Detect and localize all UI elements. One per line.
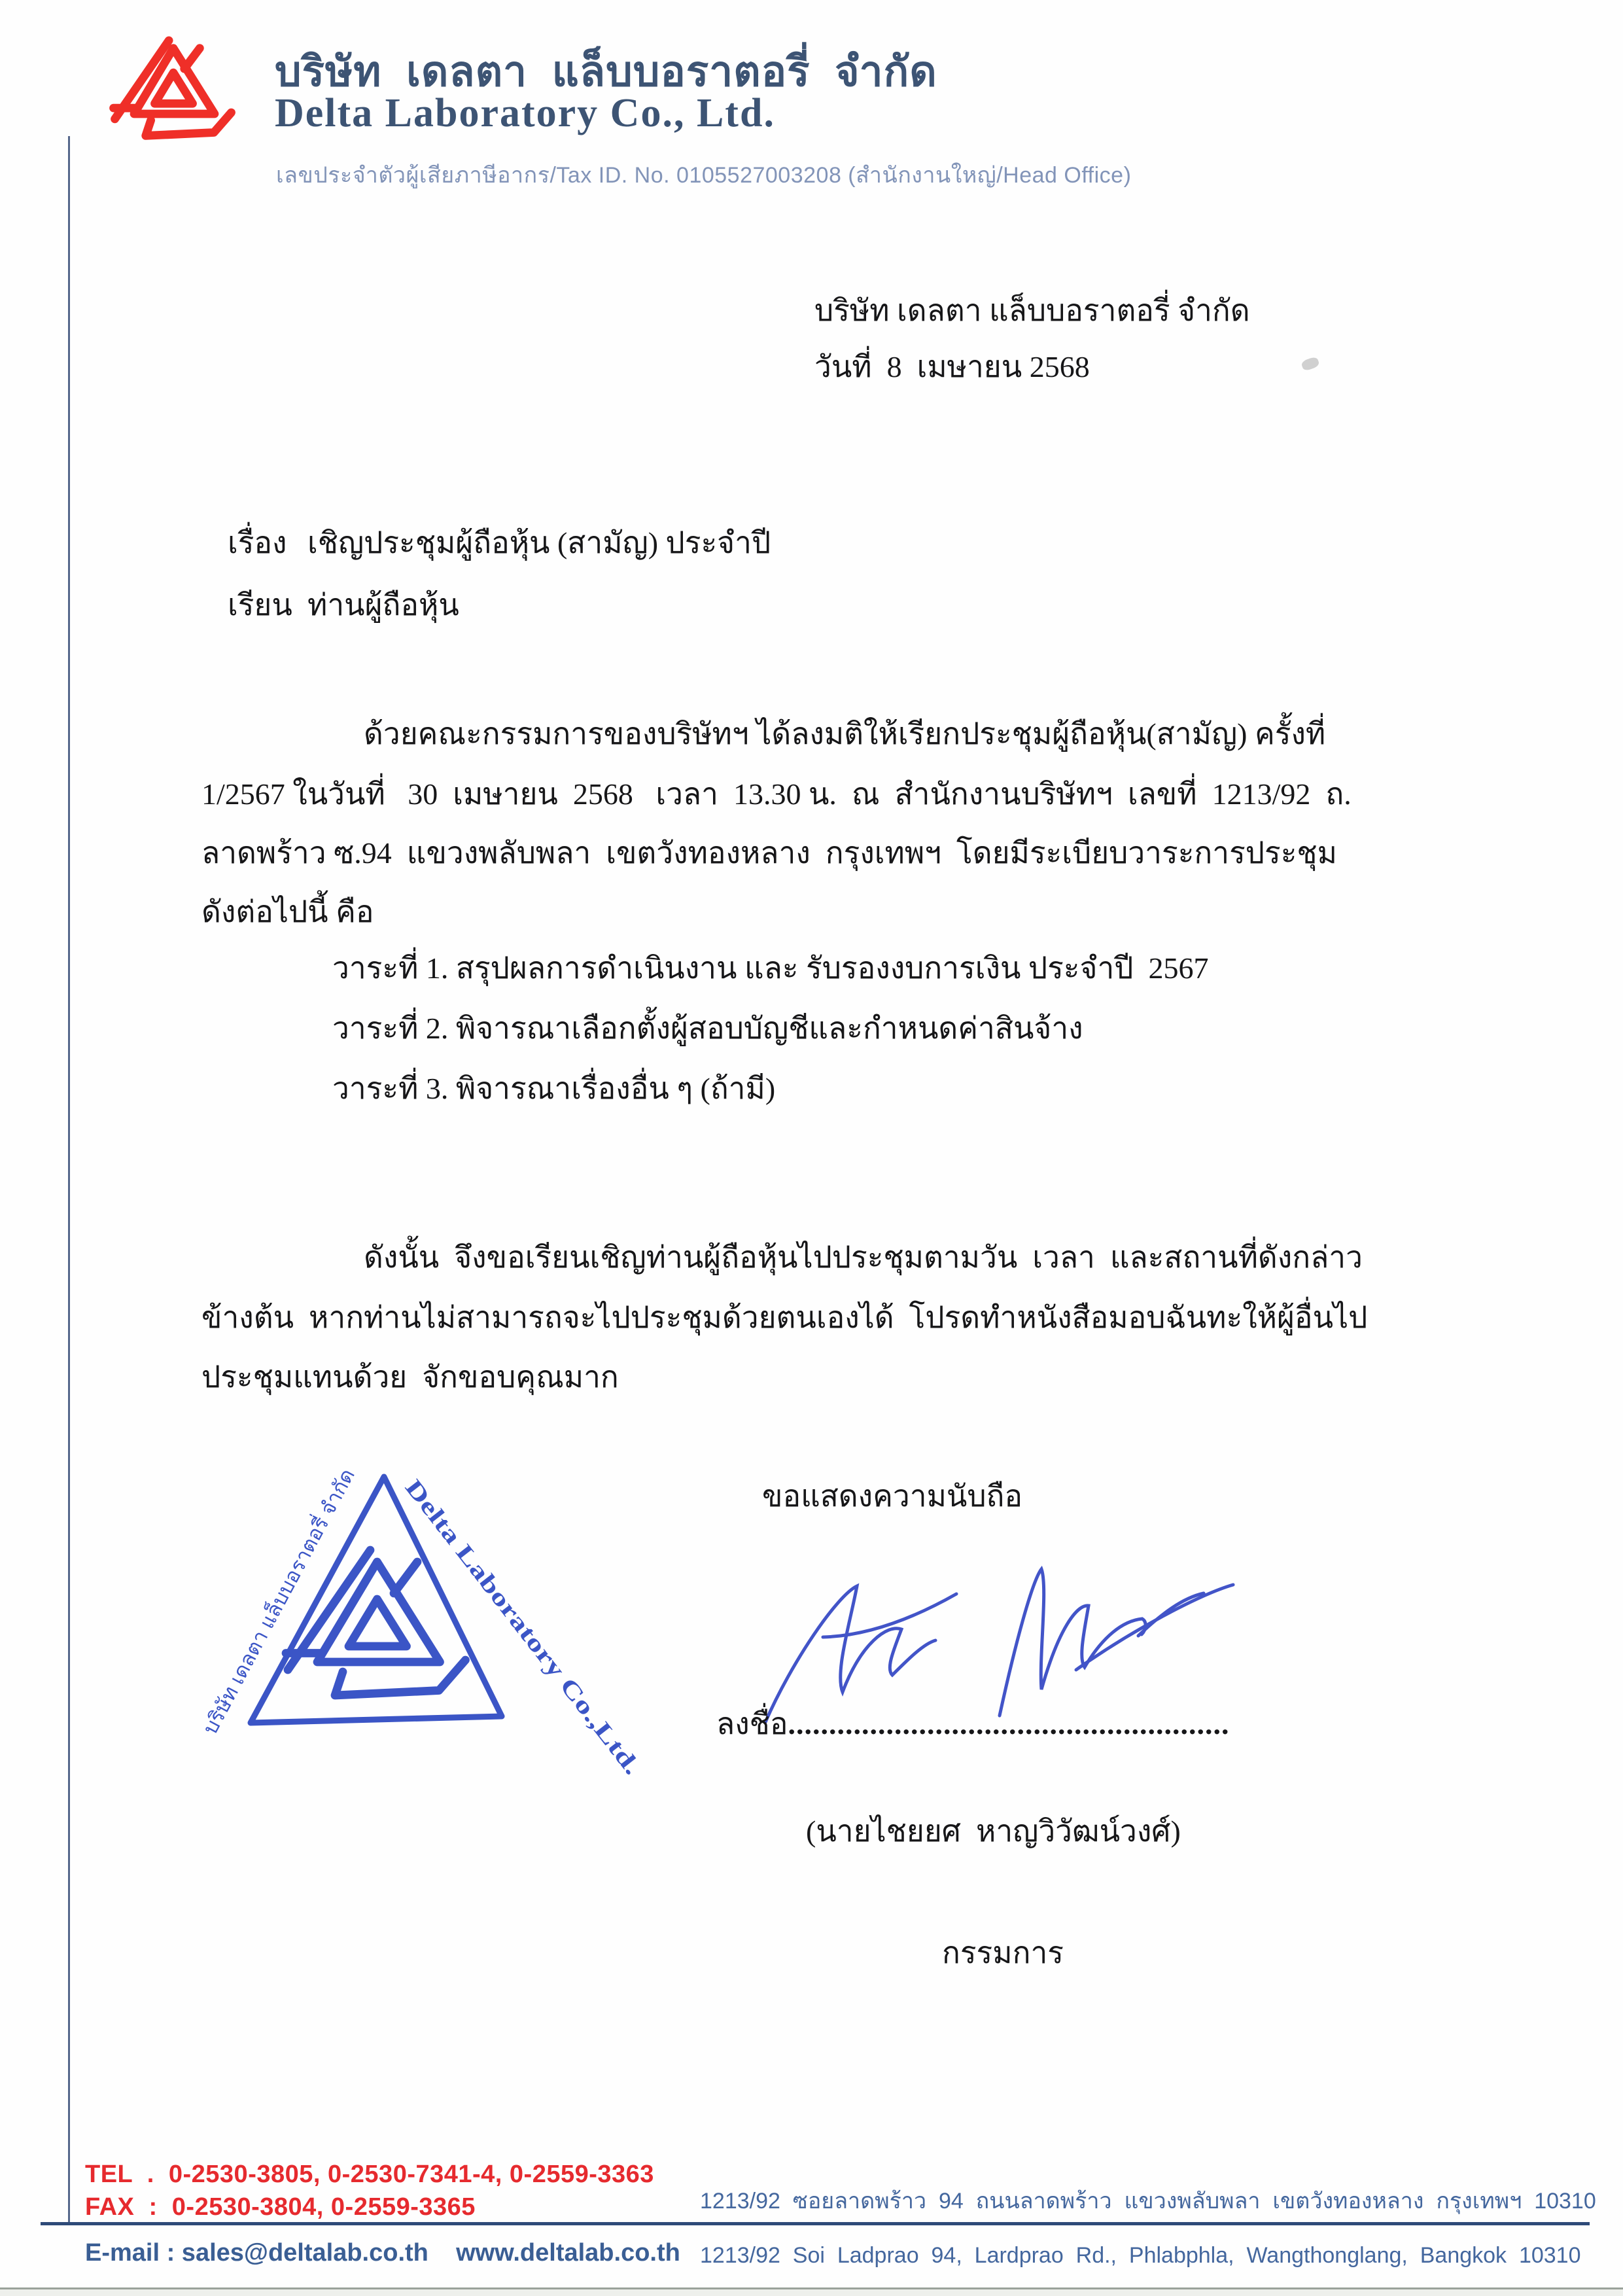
stamp-text-en: Delta Laboratory Co.,Ltd. bbox=[400, 1474, 645, 1778]
footer-fax: FAX : 0-2530-3804, 0-2559-3365 bbox=[85, 2193, 476, 2221]
closing-regards: ขอแสดงความนับถือ bbox=[762, 1479, 1023, 1513]
footer-email: E-mail : sales@deltalab.co.th www.deltalab.co.th bbox=[85, 2239, 680, 2267]
company-name-th: บริษัท เดลตา แล็บบอราตอรี่ จำกัด bbox=[275, 48, 937, 95]
body-line: ข้างต้น หากท่านไม่สามารถจะไปประชุมด้วยตนเองได้ โปรดทำหนังสือมอบฉันทะให้ผู้อื่นไป bbox=[201, 1301, 1368, 1334]
scan-smudge bbox=[1300, 356, 1320, 372]
footer-address-th: 1213/92 ซอยลาดพร้าว 94 ถนนลาดพร้าว แขวงพลับพลา เขตวังทองหลาง กรุงเทพฯ 10310 bbox=[700, 2189, 1596, 2214]
scan-edge-band bbox=[0, 2289, 1623, 2296]
tax-id-line: เลขประจำตัวผู้เสียภาษีอากร/Tax ID. No. 0105527003208 (สำนักงานใหญ่/Head Office) bbox=[276, 163, 1132, 188]
agenda-item: วาระที่ 3. พิจารณาเรื่องอื่น ๆ (ถ้ามี) bbox=[332, 1072, 776, 1105]
dotted-line: ...................................................... bbox=[788, 1707, 1230, 1740]
body-line: 1/2567 ในวันที่ 30 เมษายน 2568 เวลา 13.30 น. ณ สำนักงานบริษัทฯ เลขที่ 1213/92 ถ. bbox=[201, 777, 1352, 811]
body-line: ดังนั้น จึงขอเรียนเชิญท่านผู้ถือหุ้นไปประชุมตามวัน เวลา และสถานที่ดังกล่าว bbox=[364, 1241, 1363, 1274]
svg-text:Delta Laboratory Co.,Ltd. bbox=[400, 1474, 646, 1779]
agenda-item: วาระที่ 1. สรุปผลการดำเนินงาน และ รับรองงบการเงิน ประจำปี 2567 bbox=[332, 951, 1209, 985]
subject-text: เชิญประชุมผู้ถือหุ้น (สามัญ) ประจำปี bbox=[307, 526, 771, 559]
subject-line bbox=[228, 519, 771, 567]
left-margin-rule bbox=[68, 136, 70, 2222]
body-line: ด้วยคณะกรรมการของบริษัทฯ ได้ลงมติให้เรียกประชุมผู้ถือหุ้น(สามัญ) ครั้งที่ bbox=[364, 717, 1326, 751]
body-line: ลาดพร้าว ซ.94 แขวงพลับพลา เขตวังทองหลาง กรุงเทพฯ โดยมีระเบียบวาระการประชุม bbox=[201, 836, 1337, 870]
body-line: ดังต่อไปนี้ คือ bbox=[201, 895, 374, 928]
sender-company-line: บริษัท เดลตา แล็บบอราตอรี่ จำกัด bbox=[814, 294, 1250, 327]
company-stamp bbox=[196, 1443, 674, 1855]
delta-logo bbox=[97, 34, 251, 191]
company-name-en: Delta Laboratory Co., Ltd. bbox=[275, 91, 775, 135]
stamp-text-th: บริษัท เดลตา แล็บบอราตอรี่ จำกัด bbox=[198, 1464, 360, 1739]
letter-date: วันที่ 8 เมษายน 2568 bbox=[814, 350, 1090, 383]
stamp-logo bbox=[286, 1550, 466, 1695]
sign-label: ลงชื่อ bbox=[716, 1707, 788, 1740]
sign-line bbox=[716, 1700, 1230, 1748]
agenda-item: วาระที่ 2. พิจารณาเลือกตั้งผู้สอบบัญชีและกำหนดค่าสินจ้าง bbox=[332, 1012, 1083, 1045]
salutation-label: เรียน bbox=[228, 588, 292, 622]
footer-address-en: 1213/92 Soi Ladprao 94, Lardprao Rd., Phlabphla, Wangthonglang, Bangkok 10310 bbox=[700, 2243, 1581, 2268]
salutation-line bbox=[228, 581, 459, 629]
signer-title: กรรมการ bbox=[942, 1936, 1064, 1969]
salutation-text: ท่านผู้ถือหุ้น bbox=[307, 588, 459, 622]
signer-name: (นายไชยยศ หาญวิวัฒน์วงศ์) bbox=[806, 1814, 1181, 1848]
footer-divider bbox=[41, 2222, 1590, 2225]
subject-label: เรื่อง bbox=[228, 526, 287, 559]
footer-tel: TEL . 0-2530-3805, 0-2530-7341-4, 0-2559-3363 bbox=[85, 2161, 654, 2188]
body-line: ประชุมแทนด้วย จักขอบคุณมาก bbox=[201, 1360, 619, 1394]
